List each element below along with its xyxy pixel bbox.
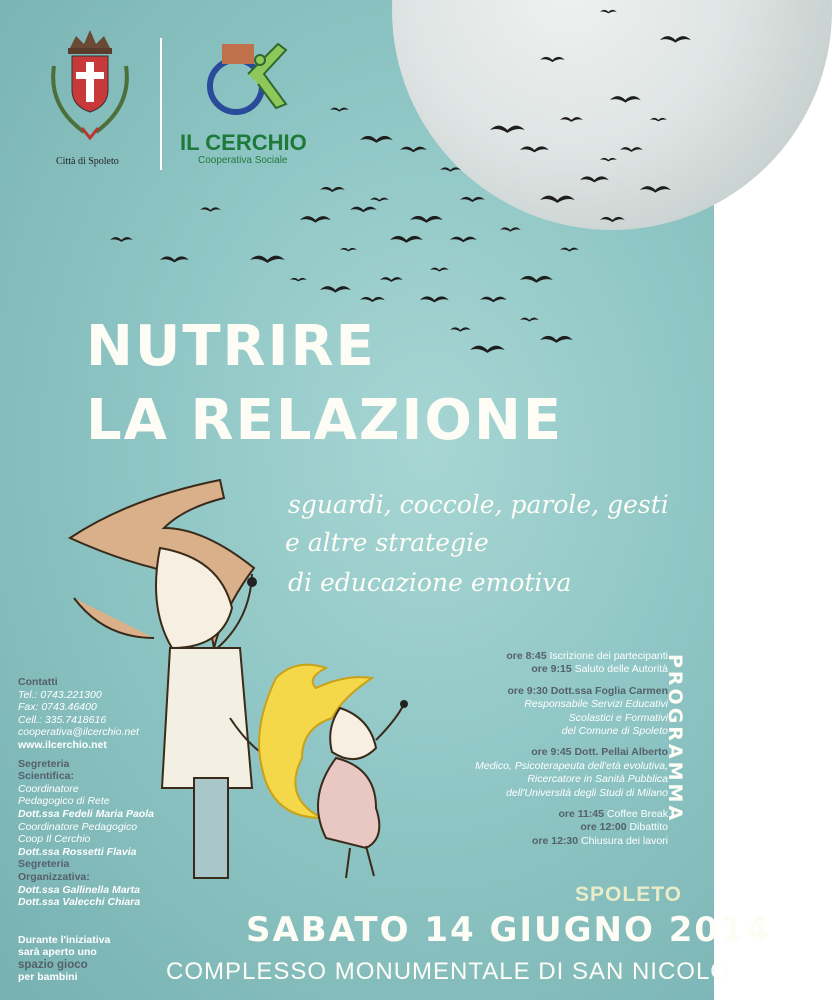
scientific-secretariat-heading-1: Segreteria: [18, 757, 70, 770]
bird-silhouette: [320, 187, 345, 192]
bird-silhouette: [520, 276, 553, 283]
bird-silhouette: [370, 198, 389, 202]
note-line-4: per bambini: [18, 971, 78, 984]
contact-tel: Tel.: 0743.221300: [18, 688, 102, 701]
event-city: SPOLETO: [575, 883, 682, 906]
program-item-4-detail-3: dell'Università degli Studi di Milano: [506, 786, 668, 799]
bird-silhouette: [410, 216, 443, 223]
bird-silhouette: [520, 146, 549, 152]
program-vertical-label: [664, 652, 690, 838]
org-name-2: Dott.ssa Valecchi Chiara: [18, 896, 141, 909]
bird-silhouette: [650, 118, 667, 122]
bird-silhouette: [320, 286, 351, 292]
event-venue: COMPLESSO MONUMENTALE DI SAN NICOLÒ: [166, 958, 730, 985]
sci-name-1: Dott.ssa Fedeli Maria Paola: [18, 807, 154, 820]
program-item-5: ore 11:45 Coffee Break: [558, 808, 668, 821]
program-item-4-detail-1: Medico, Psicoterapeuta dell'età evolutiva,: [475, 759, 668, 772]
bird-silhouette: [420, 296, 449, 302]
contact-email[interactable]: cooperativa@ilcerchio.net: [18, 726, 139, 739]
sci-role-2b: Coop Il Cerchio: [18, 833, 91, 846]
bird-silhouette: [480, 297, 507, 303]
bird-silhouette: [520, 318, 539, 322]
contact-fax: Fax: 0743.46400: [18, 701, 97, 714]
program-item-4: ore 9:45 Dott. Pellai Alberto: [531, 746, 668, 759]
program-item-7: ore 12:30 Chiusura dei lavori: [531, 834, 668, 847]
contact-cell: Cell.: 335.7418616: [18, 713, 107, 726]
bird-silhouette: [160, 256, 189, 262]
bird-silhouette: [430, 268, 449, 272]
city-label: Città di Spoleto: [56, 156, 119, 167]
program-item-3-detail-3: del Comune di Spoleto: [561, 725, 668, 738]
bird-silhouette: [540, 336, 573, 343]
program-item-1: ore 8:45 Iscrizione dei partecipanti: [506, 650, 668, 662]
scientific-secretariat-heading-2: Scientifica:: [18, 770, 75, 783]
city-crest-logo: [44, 26, 136, 146]
bird-silhouette: [610, 96, 641, 102]
bird-silhouette: [390, 236, 423, 243]
contact-website[interactable]: www.ilcerchio.net: [18, 738, 107, 751]
play-space-note: [18, 934, 110, 984]
il-cerchio-name: IL CERCHIO: [180, 130, 307, 155]
org-name-1: Dott.ssa Gallinella Marta: [18, 883, 140, 896]
sci-name-2: Dott.ssa Rossetti Flavia: [18, 845, 137, 858]
logo-divider: [160, 38, 162, 170]
bird-silhouette: [600, 217, 625, 222]
program-item-4-detail-2: Ricercatore in Sanità Pubblica: [527, 773, 668, 786]
sci-role-2a: Coordinatore Pedagogico: [18, 820, 138, 833]
bird-silhouette: [560, 117, 583, 122]
program-item-3-detail-1: Responsabile Servizi Educativi: [524, 698, 668, 711]
title-line-2: LA RELAZIONE: [86, 388, 564, 453]
bird-silhouette: [540, 57, 565, 62]
bird-silhouette: [350, 207, 377, 213]
bird-silhouette: [460, 197, 485, 202]
event-date: SABATO 14 GIUGNO 2014: [246, 910, 772, 950]
bird-silhouette: [580, 176, 609, 182]
bird-silhouette: [500, 227, 521, 231]
note-line-1: Durante l'iniziativa: [18, 934, 111, 946]
bird-silhouette: [560, 248, 579, 252]
bird-silhouette: [360, 136, 393, 143]
svg-text:PROGRAMMA: PROGRAMMA: [664, 654, 686, 824]
bird-silhouette: [360, 297, 385, 302]
contacts-block: [18, 676, 154, 909]
subtitle-line-1: sguardi, coccole, parole, gesti: [288, 490, 669, 519]
il-cerchio-subtitle: Cooperativa Sociale: [198, 155, 288, 166]
sci-role-1a: Coordinatore: [18, 782, 79, 795]
bird-silhouette: [640, 186, 671, 192]
contacts-heading: Contatti: [18, 676, 58, 688]
bird-silhouette: [490, 126, 525, 133]
program-item-6: ore 12:00 Dibattito: [580, 821, 668, 834]
bird-silhouette: [450, 327, 471, 331]
bird-silhouette: [540, 196, 575, 203]
bird-silhouette: [400, 147, 427, 153]
note-line-3: spazio gioco: [18, 958, 88, 971]
program-item-3-detail-2: Scolastici e Formativi: [568, 711, 668, 724]
program-item-2: ore 9:15 Saluto delle Autorità: [531, 663, 668, 676]
bird-silhouette: [330, 108, 349, 112]
bird-silhouette: [290, 278, 307, 282]
bird-silhouette: [600, 158, 617, 162]
bird-silhouette: [620, 147, 643, 152]
bird-silhouette: [110, 237, 133, 242]
subtitle-line-3: di educazione emotiva: [288, 568, 572, 597]
sci-role-1b: Pedagogico di Rete: [18, 795, 110, 808]
title-line-1: NUTRIRE: [86, 314, 376, 379]
org-secretariat-heading-1: Segreteria: [18, 858, 70, 871]
org-secretariat-heading-2: Organizzativa:: [18, 870, 90, 883]
program-item-3: ore 9:30 Dott.ssa Foglia Carmen: [507, 684, 668, 697]
bird-silhouette: [380, 277, 403, 282]
il-cerchio-logo-icon: [196, 34, 306, 124]
program-schedule: [475, 650, 668, 848]
bird-silhouette: [200, 207, 221, 211]
subtitle-line-2: e altre strategie: [285, 528, 489, 557]
bird-silhouette: [300, 216, 331, 222]
note-line-2: sarà aperto uno: [18, 946, 97, 959]
bird-silhouette: [600, 10, 617, 14]
bird-silhouette: [660, 36, 691, 42]
bird-silhouette: [340, 248, 357, 252]
bird-silhouette: [250, 256, 285, 263]
bird-silhouette: [440, 167, 461, 171]
bird-silhouette: [450, 237, 477, 243]
bird-silhouette: [470, 346, 505, 353]
